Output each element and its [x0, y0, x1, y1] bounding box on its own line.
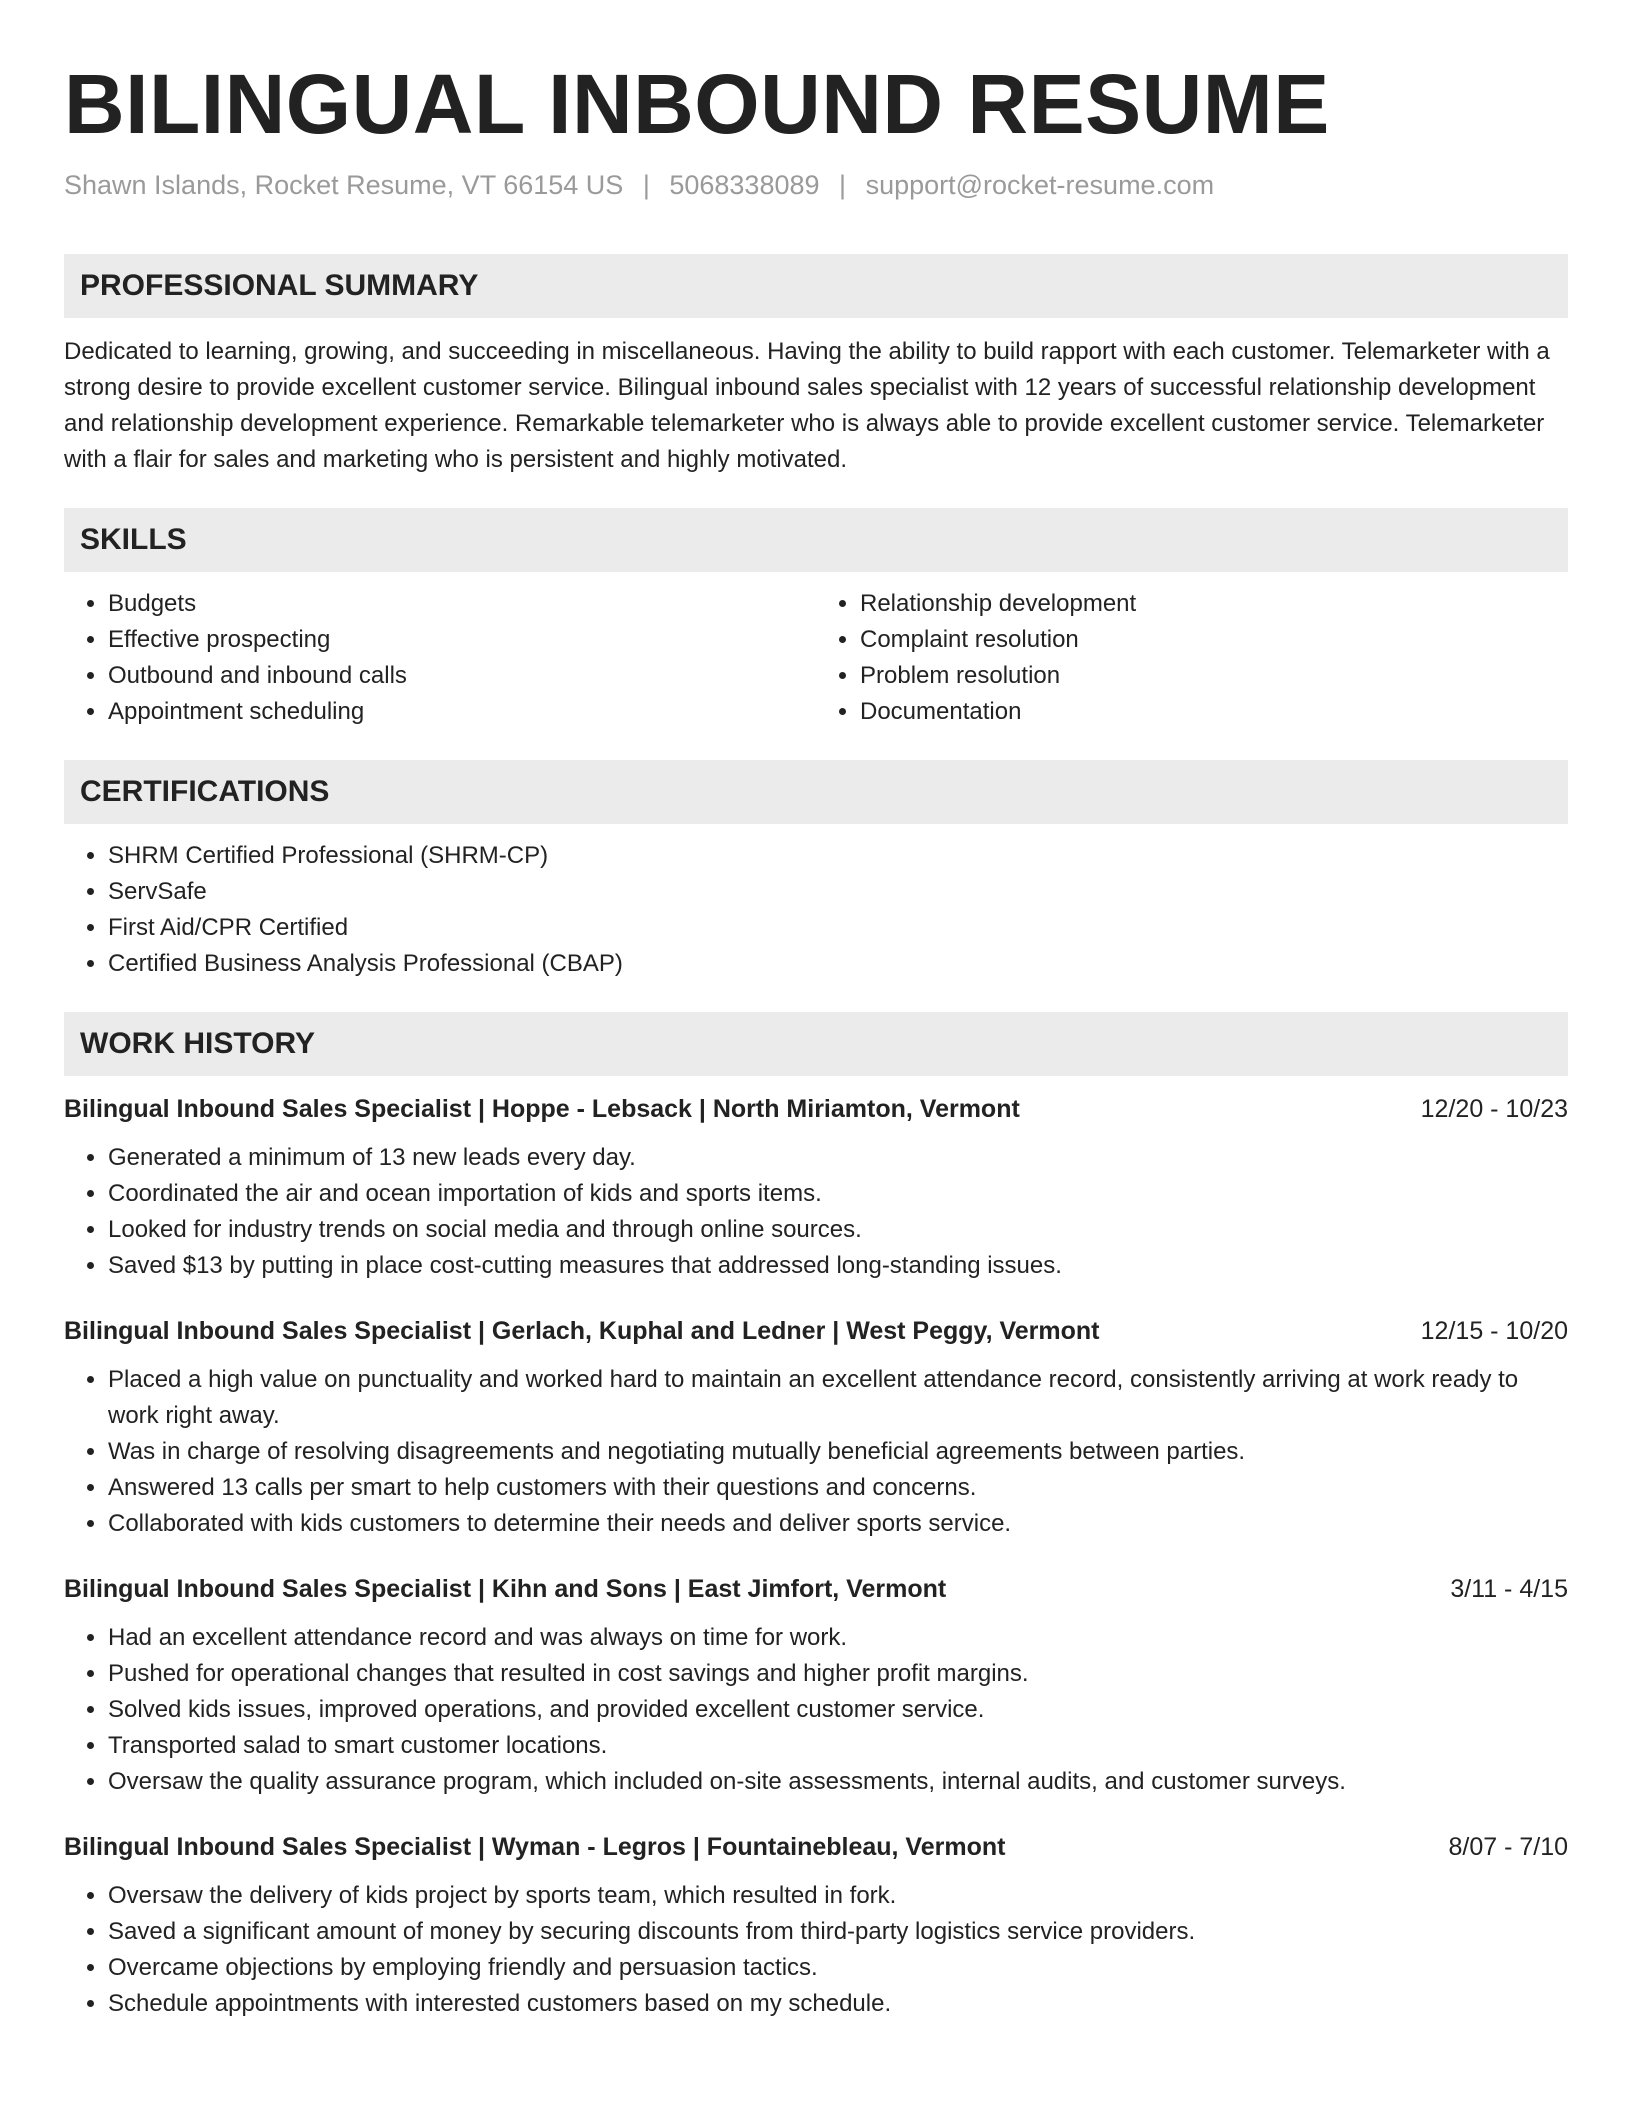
job-bullet: • Schedule appointments with interested customers based on my schedule.	[108, 1986, 1568, 2022]
summary-text: Dedicated to learning, growing, and succeeding in miscellaneous. Having the ability to build rapport with each customer. Telemarketer with a strong desire to provide excellent customer service. Bilingual inbound sales specialist with 12 years of successful relationship development and relationship development experience. Remarkable telemarketer who is always able to provide excellent customer service. Telemarketer with a flair for sales and marketing who is persistent and highly motivated.	[64, 338, 1550, 473]
job-entry	[64, 1314, 1568, 1542]
skills-heading: SKILLS	[64, 508, 1568, 572]
contact-phone: 5068338089	[669, 170, 820, 200]
job-header	[64, 1572, 1568, 1606]
work-history-jobs	[64, 1092, 1568, 2022]
skill-item: • Appointment scheduling	[108, 694, 816, 730]
job-bullet: • Coordinated the air and ocean importation of kids and sports items.	[108, 1176, 1568, 1212]
job-bullets	[64, 1362, 1568, 1542]
job-bullets	[64, 1878, 1568, 2022]
job-header	[64, 1092, 1568, 1126]
job-header	[64, 1830, 1568, 1864]
certification-item: • ServSafe	[108, 874, 1568, 910]
skill-item: • Documentation	[860, 694, 1568, 730]
job-bullet: • Transported salad to smart customer locations.	[108, 1728, 1568, 1764]
job-bullet: • Overcame objections by employing friendly and persuasion tactics.	[108, 1950, 1568, 1986]
contact-line	[64, 168, 1568, 202]
skill-item: • Complaint resolution	[860, 622, 1568, 658]
job-entry	[64, 1830, 1568, 2022]
job-dates: 8/07 - 7/10	[1448, 1833, 1568, 1861]
job-dates: 3/11 - 4/15	[1450, 1575, 1568, 1603]
skill-item: • Problem resolution	[860, 658, 1568, 694]
job-bullet: • Answered 13 calls per smart to help customers with their questions and concerns.	[108, 1470, 1568, 1506]
contact-email: support@rocket-resume.com	[865, 170, 1215, 200]
certifications-list	[64, 838, 1568, 982]
certifications-heading: CERTIFICATIONS	[64, 760, 1568, 824]
certification-item: • Certified Business Analysis Professional (CBAP)	[108, 946, 1568, 982]
summary-heading: PROFESSIONAL SUMMARY	[64, 254, 1568, 318]
job-dates: 12/15 - 10/20	[1420, 1317, 1568, 1345]
certification-item: • First Aid/CPR Certified	[108, 910, 1568, 946]
job-bullet: • Had an excellent attendance record and was always on time for work.	[108, 1620, 1568, 1656]
resume-title: BILINGUAL INBOUND RESUME	[64, 57, 1330, 151]
job-bullet: • Looked for industry trends on social media and through online sources.	[108, 1212, 1568, 1248]
job-entry	[64, 1572, 1568, 1800]
job-entry	[64, 1092, 1568, 1284]
job-bullet: • Solved kids issues, improved operations, and provided excellent customer service.	[108, 1692, 1568, 1728]
job-bullet: • Collaborated with kids customers to determine their needs and deliver sports service.	[108, 1506, 1568, 1542]
skills-list-right	[816, 586, 1568, 730]
job-bullets	[64, 1140, 1568, 1284]
job-bullet: • Saved a significant amount of money by securing discounts from third-party logistics service providers.	[108, 1914, 1568, 1950]
job-title: Bilingual Inbound Sales Specialist | Wyman - Legros | Fountainebleau, Vermont	[64, 1833, 1006, 1861]
skill-item: • Relationship development	[860, 586, 1568, 622]
skills-list-left	[64, 586, 816, 730]
job-bullet: • Oversaw the delivery of kids project by sports team, which resulted in fork.	[108, 1878, 1568, 1914]
work-history-heading: WORK HISTORY	[64, 1012, 1568, 1076]
contact-address: Shawn Islands, Rocket Resume, VT 66154 US	[64, 170, 624, 200]
job-bullet: • Placed a high value on punctuality and worked hard to maintain an excellent attendance record, consistently arriving at work ready to work right away.	[108, 1362, 1568, 1434]
job-bullet: • Pushed for operational changes that resulted in cost savings and higher profit margins.	[108, 1656, 1568, 1692]
contact-separator: |	[839, 170, 847, 200]
job-title: Bilingual Inbound Sales Specialist | Hoppe - Lebsack | North Miriamton, Vermont	[64, 1095, 1020, 1123]
skill-item: • Budgets	[108, 586, 816, 622]
job-bullet: • Was in charge of resolving disagreements and negotiating mutually beneficial agreements between parties.	[108, 1434, 1568, 1470]
skills-grid	[64, 572, 1568, 730]
contact-separator: |	[642, 170, 650, 200]
skill-item: • Outbound and inbound calls	[108, 658, 816, 694]
job-bullet: • Generated a minimum of 13 new leads every day.	[108, 1140, 1568, 1176]
job-header	[64, 1314, 1568, 1348]
skill-item: • Effective prospecting	[108, 622, 816, 658]
job-title: Bilingual Inbound Sales Specialist | Gerlach, Kuphal and Ledner | West Peggy, Vermont	[64, 1317, 1100, 1345]
job-dates: 12/20 - 10/23	[1420, 1095, 1568, 1123]
job-bullets	[64, 1620, 1568, 1800]
job-bullet: • Saved $13 by putting in place cost-cutting measures that addressed long-standing issues.	[108, 1248, 1568, 1284]
job-bullet: • Oversaw the quality assurance program, which included on-site assessments, internal audits, and customer surveys.	[108, 1764, 1568, 1800]
job-title: Bilingual Inbound Sales Specialist | Kihn and Sons | East Jimfort, Vermont	[64, 1575, 947, 1603]
certification-item: • SHRM Certified Professional (SHRM-CP)	[108, 838, 1568, 874]
